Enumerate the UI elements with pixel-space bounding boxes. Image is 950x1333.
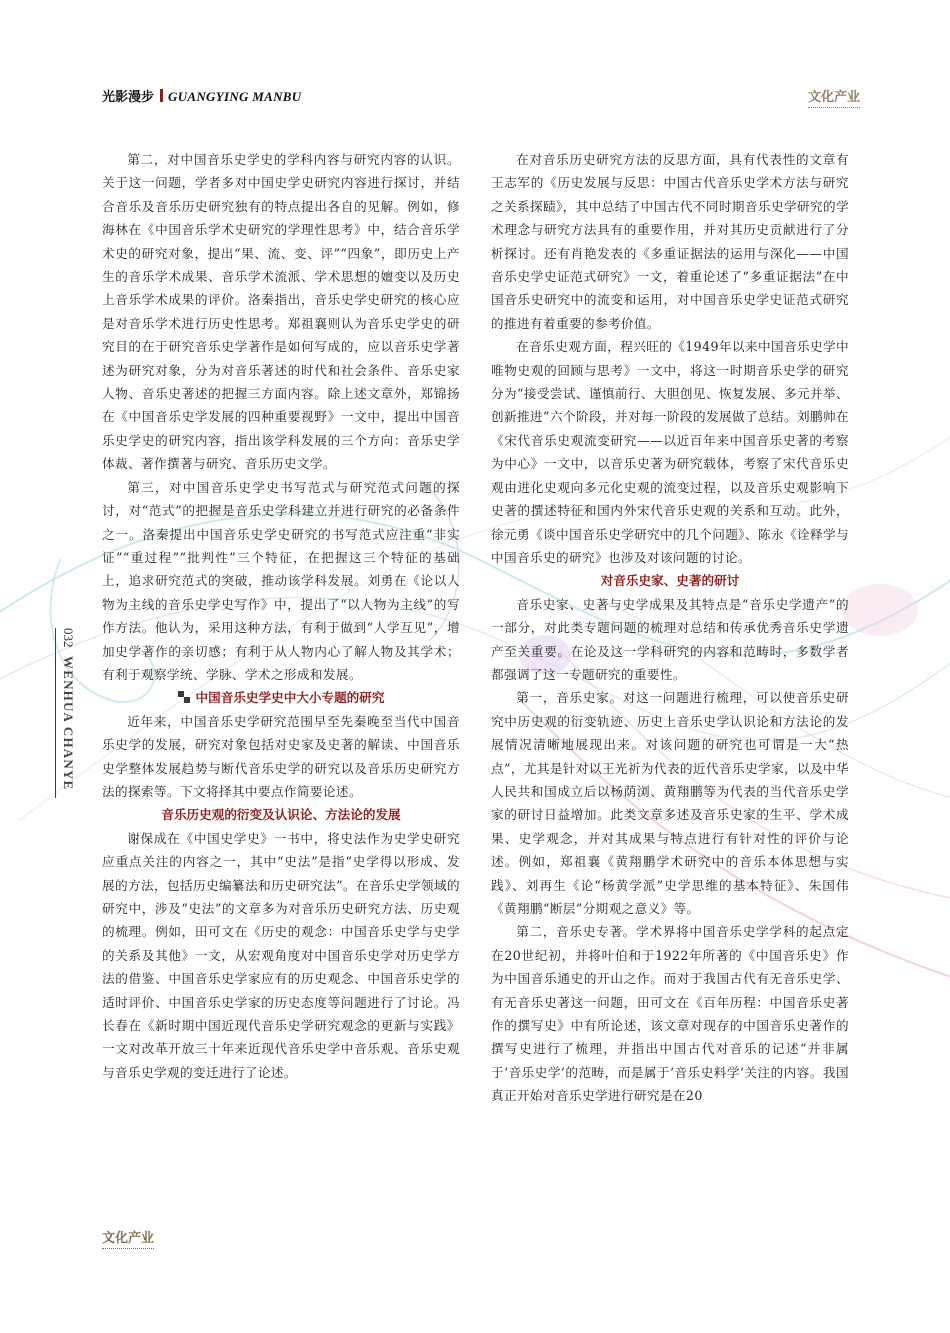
- paragraph: 在音乐史观方面，程兴旺的《1949年以来中国音乐史学中唯物史观的回顾与思考》一文中，将这一时期音乐史学的研究分为“接受尝试、谨慎前行、大胆创见、恢复发展、多元并举、创新推进”六个阶段，并对每一阶段的发展做了总结。刘鹏帅在《宋代音乐史观流变研究——以近百年来中国音乐史著的考察为中心》一文中，以音乐史著为研究载体，考察了宋代音乐史观由进化史观向多元化史观的流变过程，以及音乐史观影响下史著的撰述特征和国内外宋代音乐史观的关系和互动。此外，徐元勇《谈中国音乐史学研究中的几个问题》、陈永《诠释学与中国音乐史的研究》也涉及对该问题的讨论。: [491, 339, 849, 565]
- column-brand: [102, 86, 301, 105]
- brand-latin: GUANGYING MANBU: [168, 89, 302, 104]
- paragraph: 在对音乐历史研究方法的反思方面，具有代表性的文章有王志军的《历史发展与反思：中国古代音乐史学术方法与研究之关系探赜》，其中总结了中国古代不同时期音乐史学研究的学术理念与研究方法具有的重要作用，并对其历史贡献进行了分析探讨。还有肖艳发表的《多重证据法的运用与深化——中国音乐史学史证范式研究》一文，着重论述了“多重证据法”在中国音乐史研究中的流变和运用，对中国音乐史学史证范式研究的推进有着重要的参考价值。: [491, 152, 849, 331]
- paragraph: 第二，对中国音乐史学史的学科内容与研究内容的认识。关于这一问题，学者多对中国史学史研究内容进行探讨，并结合音乐及音乐历史研究独有的特点提出各自的见解。例如，修海林在《中国音乐学术史研究的学理性思考》中，结合音乐学术史的研究对象，提出“果、流、变、评”“四象”，即历史上产生的音乐学术成果、音乐学术流派、学术思想的嬗变以及历史上音乐学术成果的评价。洛秦指出，音乐史学史研究的核心应是对音乐学术进行历史性思考。郑祖襄则认为音乐史学史的研究目的在于研究音乐史学著作是如何写成的，应以音乐史学著述为研究对象，分为对音乐著述的时代和社会条件、音乐史家人物、音乐史著述的把握三方面内容。除上述文章外，郑锦扬在《中国音乐史学发展的四种重要视野》一文中，提出中国音乐史学史的研究内容，指出该学科发展的三个方向：音乐史学体裁、著作撰著与研究、音乐历史文学。: [102, 152, 460, 472]
- paragraph: 第二，音乐史专著。学术界将中国音乐史学学科的起点定在20世纪初，并将叶伯和于1922年所著的《中国音乐史》作为中国音乐通史的开山之作。而对于我国古代有无音乐史学、有无音乐史著这一问题，田可文在《百年历程：中国音乐史著作的撰写史》中有所论述，该文章对现存的中国音乐史著作的撰写史进行了梳理，并指出中国古代对音乐的记述“并非属于‘音乐史学’的范畴，而是属于‘音乐史料学’关注的内容。我国真正开始对音乐史学进行研究是在20: [491, 924, 849, 1104]
- left-column: [102, 148, 460, 1084]
- page-number: 032: [61, 628, 76, 648]
- paragraph: 音乐史家、史著与史学成果及其特点是“音乐史学遗产”的一部分，对此类专题问题的梳理对总结和传承优秀音乐史学遗产至关重要。在论及这一学科研究的内容和范畴时，多数学者都强调了这一专题研究的重要性。: [491, 596, 849, 682]
- side-margin: [60, 628, 76, 790]
- subsection-heading: 音乐历史观的衍变及认识论、方法论的发展: [161, 807, 401, 823]
- subsection-heading: 对音乐史家、史著的研讨: [600, 573, 740, 589]
- right-column: [491, 148, 849, 1108]
- heading-square-icon: [178, 691, 190, 703]
- section-label: 文化产业: [808, 86, 860, 105]
- page-header: [102, 84, 860, 108]
- brand-chinese: 光影漫步: [102, 90, 155, 105]
- magazine-name: WENHUA CHANYE: [61, 655, 76, 790]
- paragraph: 第三，对中国音乐史学史书写范式与研究范式问题的探讨，对“范式”的把握是音乐史学科建立并进行研究的必备条件之一。洛秦提出中国音乐史学史研究的书写范式应注重“非实证”“重过程”“批判性”三个特征，在把握这三个特征的基础上，追求研究范式的突破，推动该学科发展。刘勇在《论以人物为主线的音乐史学史写作》中，提出了“以人物为主线”的写作方法。他认为，采用这种方法，有利于做到“人学互见”，增加史学著作的亲切感；有利于从人物内心了解人物及其学术；有利于观察学统、学脉、学术之形成和发展。: [102, 479, 460, 682]
- brand-divider: [160, 89, 163, 102]
- section-heading: [102, 686, 460, 709]
- paragraph: 谢保成在《中国史学史》一书中，将史法作为史学史研究应重点关注的内容之一，其中“史法”是指“史学得以形成、发展的方法，包括历史编纂法和历史研究法”。在音乐史学领域的研究中，涉及“史法”的文章多为对音乐历史研究方法、历史观的梳理。例如，田可文在《历史的观念：中国音乐史学与史学的关系及其他》一文，从宏观角度对中国音乐史学对历史学方法的借鉴、中国音乐史学家应有的历史观念、中国音乐史学的适时评价、中国音乐史学家的历史态度等问题进行了讨论。冯长春在《新时期中国近现代音乐史学研究观念的更新与实践》一文对改革开放三十年来近现代音乐史学中音乐观、音乐史观与音乐史学观的变迁进行了论述。: [102, 830, 460, 1080]
- paragraph: 第一，音乐史家。对这一问题进行梳理，可以使音乐史研究中历史观的衍变轨迹、历史上音乐史学认识论和方法论的发展情况清晰地展现出来。对该问题的研究也可谓是一大“热点”，尤其是针对以王光祈为代表的近代音乐史学家，以及中华人民共和国成立后以杨荫浏、黄翔鹏等为代表的当代音乐史学家的研讨日益增加。此类文章多述及音乐史家的生平、学术成果、史学观念，并对其成果与特点进行有针对性的评价与论述。例如，郑祖襄《黄翔鹏学术研究中的音乐本体思想与实践》、刘再生《论“杨黄学派”史学思维的基本特征》、朱国伟《黄翔鹏“断层”分期观之意义》等。: [491, 690, 849, 916]
- paragraph: 近年来，中国音乐史学研究范围早至先秦晚至当代中国音乐史学的发展，研究对象包括对史家及史著的解读、中国音乐史学整体发展趋势与断代音乐史学的研究以及音乐历史研究方法的探索等。下文将择其中要点作简要论述。: [102, 713, 460, 799]
- heading-text: 中国音乐史学史中大小专题的研究: [195, 690, 385, 706]
- footer-section-label: 文化产业: [102, 1227, 154, 1246]
- margin-rule: [55, 628, 56, 798]
